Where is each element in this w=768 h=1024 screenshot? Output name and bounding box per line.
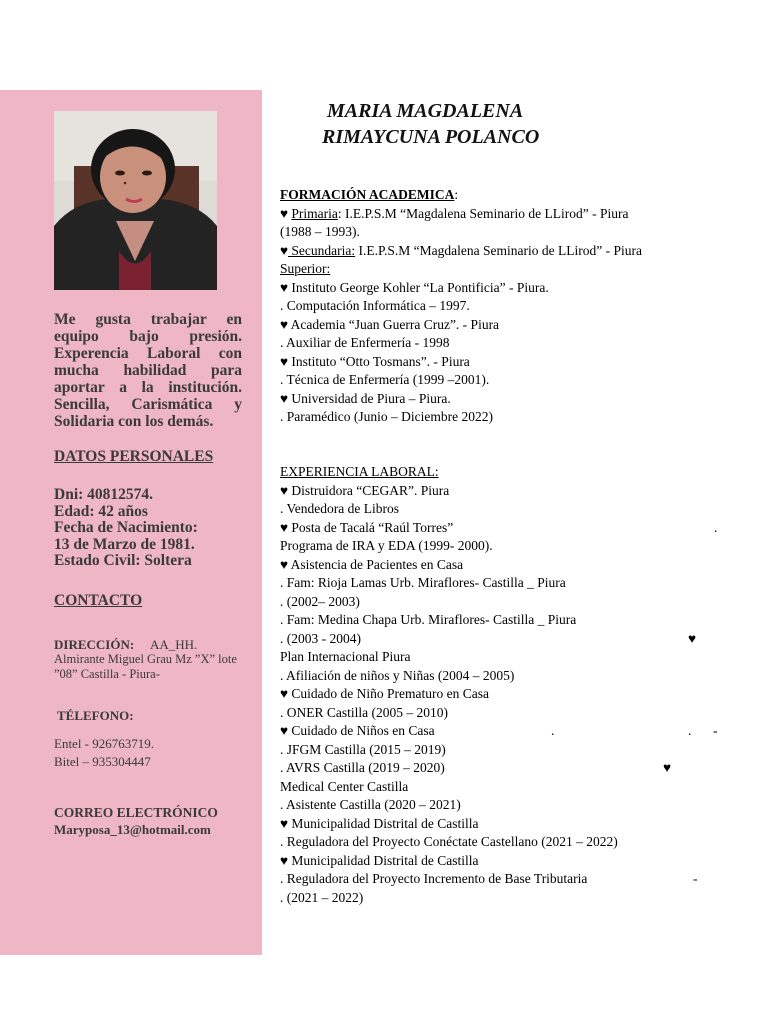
personal-birth-date: 13 de Marzo de 1981. xyxy=(54,535,195,553)
primaria-text: : I.E.P.S.M “Magdalena Seminario de LLirod” - Piura xyxy=(337,205,629,221)
secundaria-label: Secundaria: xyxy=(288,242,356,258)
experience-line xyxy=(280,759,730,778)
experience-line-text: . (2003 - 2004) xyxy=(280,630,361,646)
personal-age: Edad: 42 años xyxy=(54,502,148,520)
phone-entel: Entel - 926763719. xyxy=(54,736,155,751)
education-title-text: FORMACIÓN ACADEMICA xyxy=(280,187,455,202)
personal-civil-status: Estado Civil: Soltera xyxy=(54,552,192,569)
experience-line-text: ♥ Posta de Tacalá “Raúl Torres” xyxy=(280,519,454,535)
education-title-colon: : xyxy=(454,187,459,202)
address-first: AA_HH. xyxy=(149,637,198,652)
experience-line-text: . AVRS Castilla (2019 – 2020) xyxy=(280,760,445,775)
experience-line: ♥ Asistencia de Pacientes en Casa xyxy=(280,556,464,572)
experience-line: ♥ Distruidora “CEGAR”. Piura xyxy=(280,482,450,498)
experience-line: . (2002– 2003) xyxy=(280,593,360,609)
name-first-line: MARIA MAGDALENA xyxy=(327,100,524,122)
primaria-years: (1988 – 1993). xyxy=(280,224,360,239)
experience-line xyxy=(280,630,730,649)
address-text: Almirante Miguel Grau Mz ”X” lote ”08” Castilla - Piura- xyxy=(54,652,237,681)
education-line: ♥ Instituto “Otto Tosmans”. - Piura xyxy=(280,353,470,369)
education-section xyxy=(280,186,730,427)
experience-line-text: . Reguladora del Proyecto Incremento de Base Tributaria xyxy=(280,871,588,886)
contact-heading: CONTACTO xyxy=(54,592,143,609)
email-value: Maryposa_13@hotmail.com xyxy=(54,822,211,837)
experience-line: . Asistente Castilla (2020 – 2021) xyxy=(280,797,461,812)
experience-line: Medical Center Castilla xyxy=(280,778,409,794)
experience-line xyxy=(280,870,730,889)
experience-line: . JFGM Castilla (2015 – 2019) xyxy=(280,741,446,757)
experience-line xyxy=(280,722,730,741)
name-second-line: RIMAYCUNA POLANCO xyxy=(322,126,540,148)
stray-dot: . xyxy=(714,519,718,535)
experience-line: . Reguladora del Proyecto Conéctate Castellano (2021 – 2022) xyxy=(280,834,618,849)
education-line: ♥ Academia “Juan Guerra Cruz”. - Piura xyxy=(280,316,500,332)
primaria-label: Primaria xyxy=(291,205,338,221)
heart-icon: ♥ xyxy=(688,630,697,646)
profile-photo xyxy=(54,111,217,290)
experience-line: Plan Internacional Piura xyxy=(280,649,411,664)
address-label: DIRECCIÓN: xyxy=(54,637,135,652)
experience-line: ♥ Municipalidad Distrital de Castilla xyxy=(280,852,479,868)
phone-label: TÉLEFONO: xyxy=(57,708,134,723)
education-line: . Técnica de Enfermería (1999 –2001). xyxy=(280,372,490,387)
experience-section xyxy=(280,463,730,907)
education-line: . Paramédico (Junio – Diciembre 2022) xyxy=(280,409,493,424)
phone-bitel: Bitel – 935304447 xyxy=(54,754,151,769)
education-line: . Computación Informática – 1997. xyxy=(280,298,470,313)
experience-line: . Fam: Rioja Lamas Urb. Miraflores- Castilla _ Piura xyxy=(280,575,566,590)
experience-line: . Fam: Medina Chapa Urb. Miraflores- Castilla _ Piura xyxy=(280,612,577,627)
education-title xyxy=(280,186,730,205)
address-block xyxy=(54,637,242,682)
experience-line: . Vendedora de Libros xyxy=(280,501,399,516)
heart-icon: ♥ xyxy=(280,242,289,258)
education-line: ♥ Universidad de Piura – Piura. xyxy=(280,390,451,406)
heart-icon: ♥ xyxy=(280,205,289,221)
superior-label: Superior: xyxy=(280,261,331,276)
stray-dot: . xyxy=(551,723,555,738)
experience-line: . (2021 – 2022) xyxy=(280,889,364,905)
experience-line xyxy=(280,519,730,538)
stray-dash: - xyxy=(713,723,718,738)
profile-photo-image xyxy=(54,111,217,290)
education-secundaria xyxy=(280,242,730,261)
education-primaria xyxy=(280,205,730,224)
experience-line: ♥ Cuidado de Niño Prematuro en Casa xyxy=(280,686,489,701)
phone-list xyxy=(54,735,242,771)
stray-dot: . xyxy=(688,723,692,738)
education-line: ♥ Instituto George Kohler “La Pontificia” - Piura. xyxy=(280,279,549,295)
experience-line: . Afiliación de niños y Niñas (2004 – 2005) xyxy=(280,667,515,683)
secundaria-text: I.E.P.S.M “Magdalena Seminario de LLirod” - Piura xyxy=(355,242,642,258)
profile-summary: Me gusta trabajar en equipo bajo presión. Experencia Laboral con mucha habilidad para aportar a la institución. Sencilla, Carismática y Solidaria con los demás. xyxy=(54,311,242,430)
personal-birth-label: Fecha de Nacimiento: xyxy=(54,519,198,536)
experience-line: . ONER Castilla (2005 – 2010) xyxy=(280,704,448,720)
personal-data-heading: DATOS PERSONALES xyxy=(54,448,214,465)
experience-line: Programa de IRA y EDA (1999- 2000). xyxy=(280,538,493,553)
personal-data-list xyxy=(54,487,242,570)
stray-dash: - xyxy=(693,871,698,886)
email-label: CORREO ELECTRÓNICO xyxy=(54,805,218,820)
heart-icon: ♥ xyxy=(663,760,672,775)
experience-line: ♥ Municipalidad Distrital de Castilla xyxy=(280,815,479,831)
education-line: . Auxiliar de Enfermería - 1998 xyxy=(280,335,450,350)
experience-title: EXPERIENCIA LABORAL: xyxy=(280,464,439,479)
experience-line-text: ♥ Cuidado de Niños en Casa xyxy=(280,723,435,738)
personal-dni: Dni: 40812574. xyxy=(54,486,154,503)
